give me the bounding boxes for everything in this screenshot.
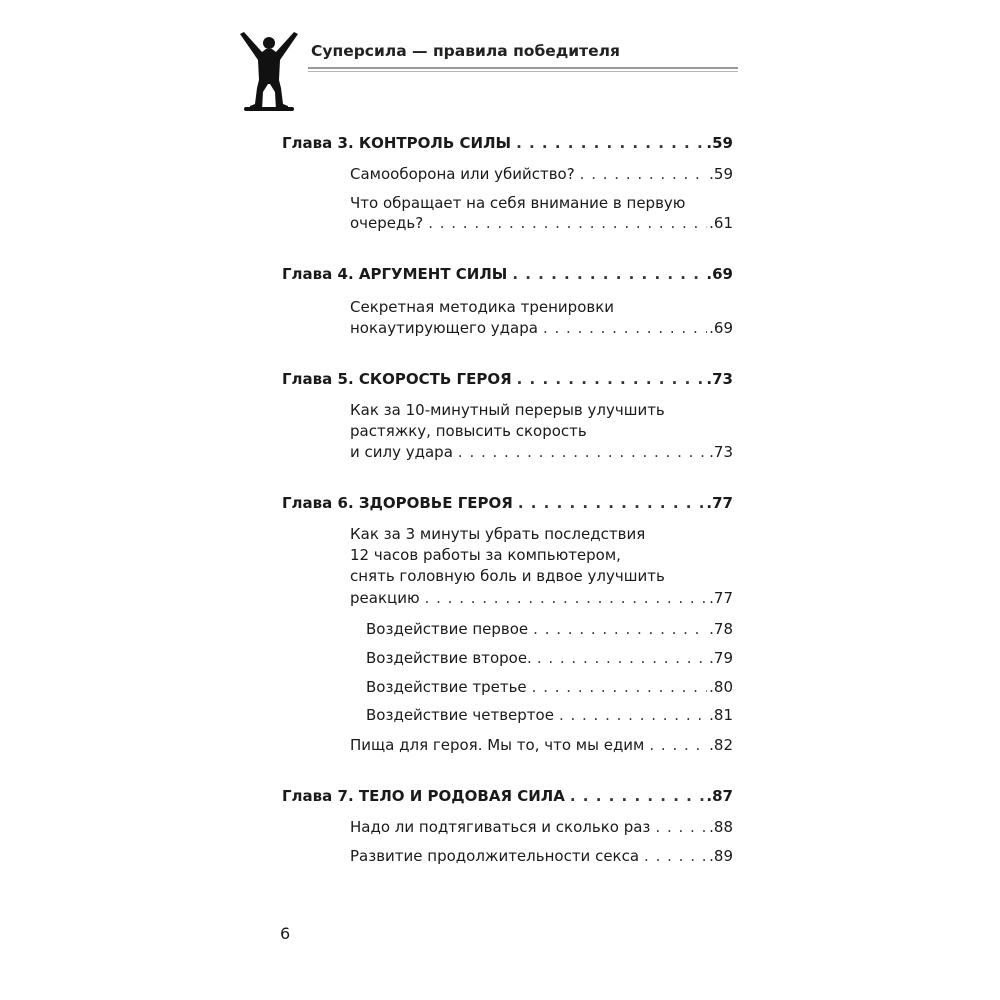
toc-entry-label: Глава 4. АРГУМЕНТ СИЛЫ	[282, 265, 508, 283]
toc-page-ref: .89	[709, 847, 733, 865]
dot-leader	[533, 618, 707, 640]
dot-leader	[428, 212, 707, 234]
toc-entry-label: Воздействие второе.	[366, 649, 532, 667]
toc-entry-label: Воздействие третье	[366, 678, 527, 696]
dot-leader	[559, 704, 707, 726]
toc-entry-label: Пища для героя. Мы то, что мы едим	[350, 736, 645, 754]
toc-page-ref: .81	[709, 706, 733, 724]
toc-entry-line: Как за 10-минутный перерыв улучшить	[350, 401, 665, 419]
toc-chapter-5[interactable]	[282, 368, 733, 390]
dot-leader	[655, 816, 707, 838]
toc-page-ref: .61	[709, 214, 733, 232]
toc-entry[interactable]	[350, 734, 733, 756]
toc-entry-label: нокаутирующего удара	[350, 319, 538, 337]
toc-page-ref: .79	[709, 649, 733, 667]
dot-leader	[644, 845, 707, 867]
toc-entry[interactable]	[350, 163, 733, 185]
toc-subentry[interactable]	[366, 618, 733, 640]
toc-chapter-4[interactable]	[282, 263, 733, 285]
toc-entry-label: Развитие продолжительности секса	[350, 847, 640, 865]
toc-page-ref: .59	[706, 134, 733, 152]
toc-entry-label: Глава 3. КОНТРОЛЬ СИЛЫ	[282, 134, 512, 152]
toc-chapter-3[interactable]	[282, 132, 733, 154]
toc-entry-label: реакцию	[350, 589, 420, 607]
toc-entry-line: снять головную боль и вдвое улучшить	[350, 567, 665, 585]
toc-entry-label: и силу удара	[350, 443, 453, 461]
toc-chapter-6[interactable]	[282, 492, 733, 514]
toc-page-ref: .59	[709, 165, 733, 183]
toc-entry-label: очередь?	[350, 214, 424, 232]
toc-entry-label: Глава 6. ЗДОРОВЬЕ ГЕРОЯ	[282, 494, 513, 512]
dot-leader	[532, 676, 707, 698]
dot-leader	[458, 441, 707, 463]
toc-entry-line: растяжку, повысить скорость	[350, 422, 587, 440]
toc-page-ref: .77	[706, 494, 733, 512]
toc-page-ref: .77	[709, 589, 733, 607]
toc-entry-line: Как за 3 минуты убрать последствия	[350, 525, 646, 543]
toc-page-ref: .88	[709, 818, 733, 836]
dot-leader	[517, 368, 705, 390]
toc-page-ref: .82	[709, 736, 733, 754]
toc-page-ref: .73	[706, 370, 733, 388]
toc-page-ref: .80	[709, 678, 733, 696]
toc-entry-label: Глава 5. СКОРОСТЬ ГЕРОЯ	[282, 370, 512, 388]
dot-leader	[537, 647, 707, 669]
toc-entry[interactable]	[350, 587, 733, 609]
running-title: Суперсила — правила победителя	[311, 42, 620, 60]
toc-page-ref: .69	[709, 319, 733, 337]
toc-entry[interactable]	[350, 212, 733, 234]
toc-entry-label: Надо ли подтягиваться и сколько раз	[350, 818, 651, 836]
dot-leader	[512, 263, 704, 285]
dot-leader	[425, 587, 708, 609]
toc-entry-label: Воздействие первое	[366, 620, 529, 638]
toc-page-ref: .87	[706, 787, 733, 805]
toc-entry-label: Глава 7. ТЕЛО И РОДОВАЯ СИЛА	[282, 787, 565, 805]
toc-entry-line: 12 часов работы за компьютером,	[350, 546, 621, 564]
toc-page-ref: .78	[709, 620, 733, 638]
toc-subentry[interactable]	[366, 647, 733, 669]
dot-leader	[516, 132, 704, 154]
toc-subentry[interactable]	[366, 676, 733, 698]
page-number: 6	[280, 924, 291, 943]
toc-entry-line: Секретная методика тренировки	[350, 298, 615, 316]
dot-leader	[543, 317, 707, 339]
toc-entry[interactable]	[350, 816, 733, 838]
toc-subentry[interactable]	[366, 704, 733, 726]
dot-leader	[580, 163, 707, 185]
toc-page-ref: .73	[709, 443, 733, 461]
toc-entry[interactable]	[350, 317, 733, 339]
dot-leader	[570, 785, 705, 807]
toc-entry-label: Воздействие четвертое	[366, 706, 554, 724]
dot-leader	[649, 734, 707, 756]
dot-leader	[518, 492, 705, 514]
toc-entry[interactable]	[350, 845, 733, 867]
toc-page-ref: .69	[706, 265, 733, 283]
toc-entry-line: Что обращает на себя внимание в первую	[350, 194, 686, 212]
toc-entry[interactable]	[350, 441, 733, 463]
toc-entry-label: Самооборона или убийство?	[350, 165, 575, 183]
toc-chapter-7[interactable]	[282, 785, 733, 807]
